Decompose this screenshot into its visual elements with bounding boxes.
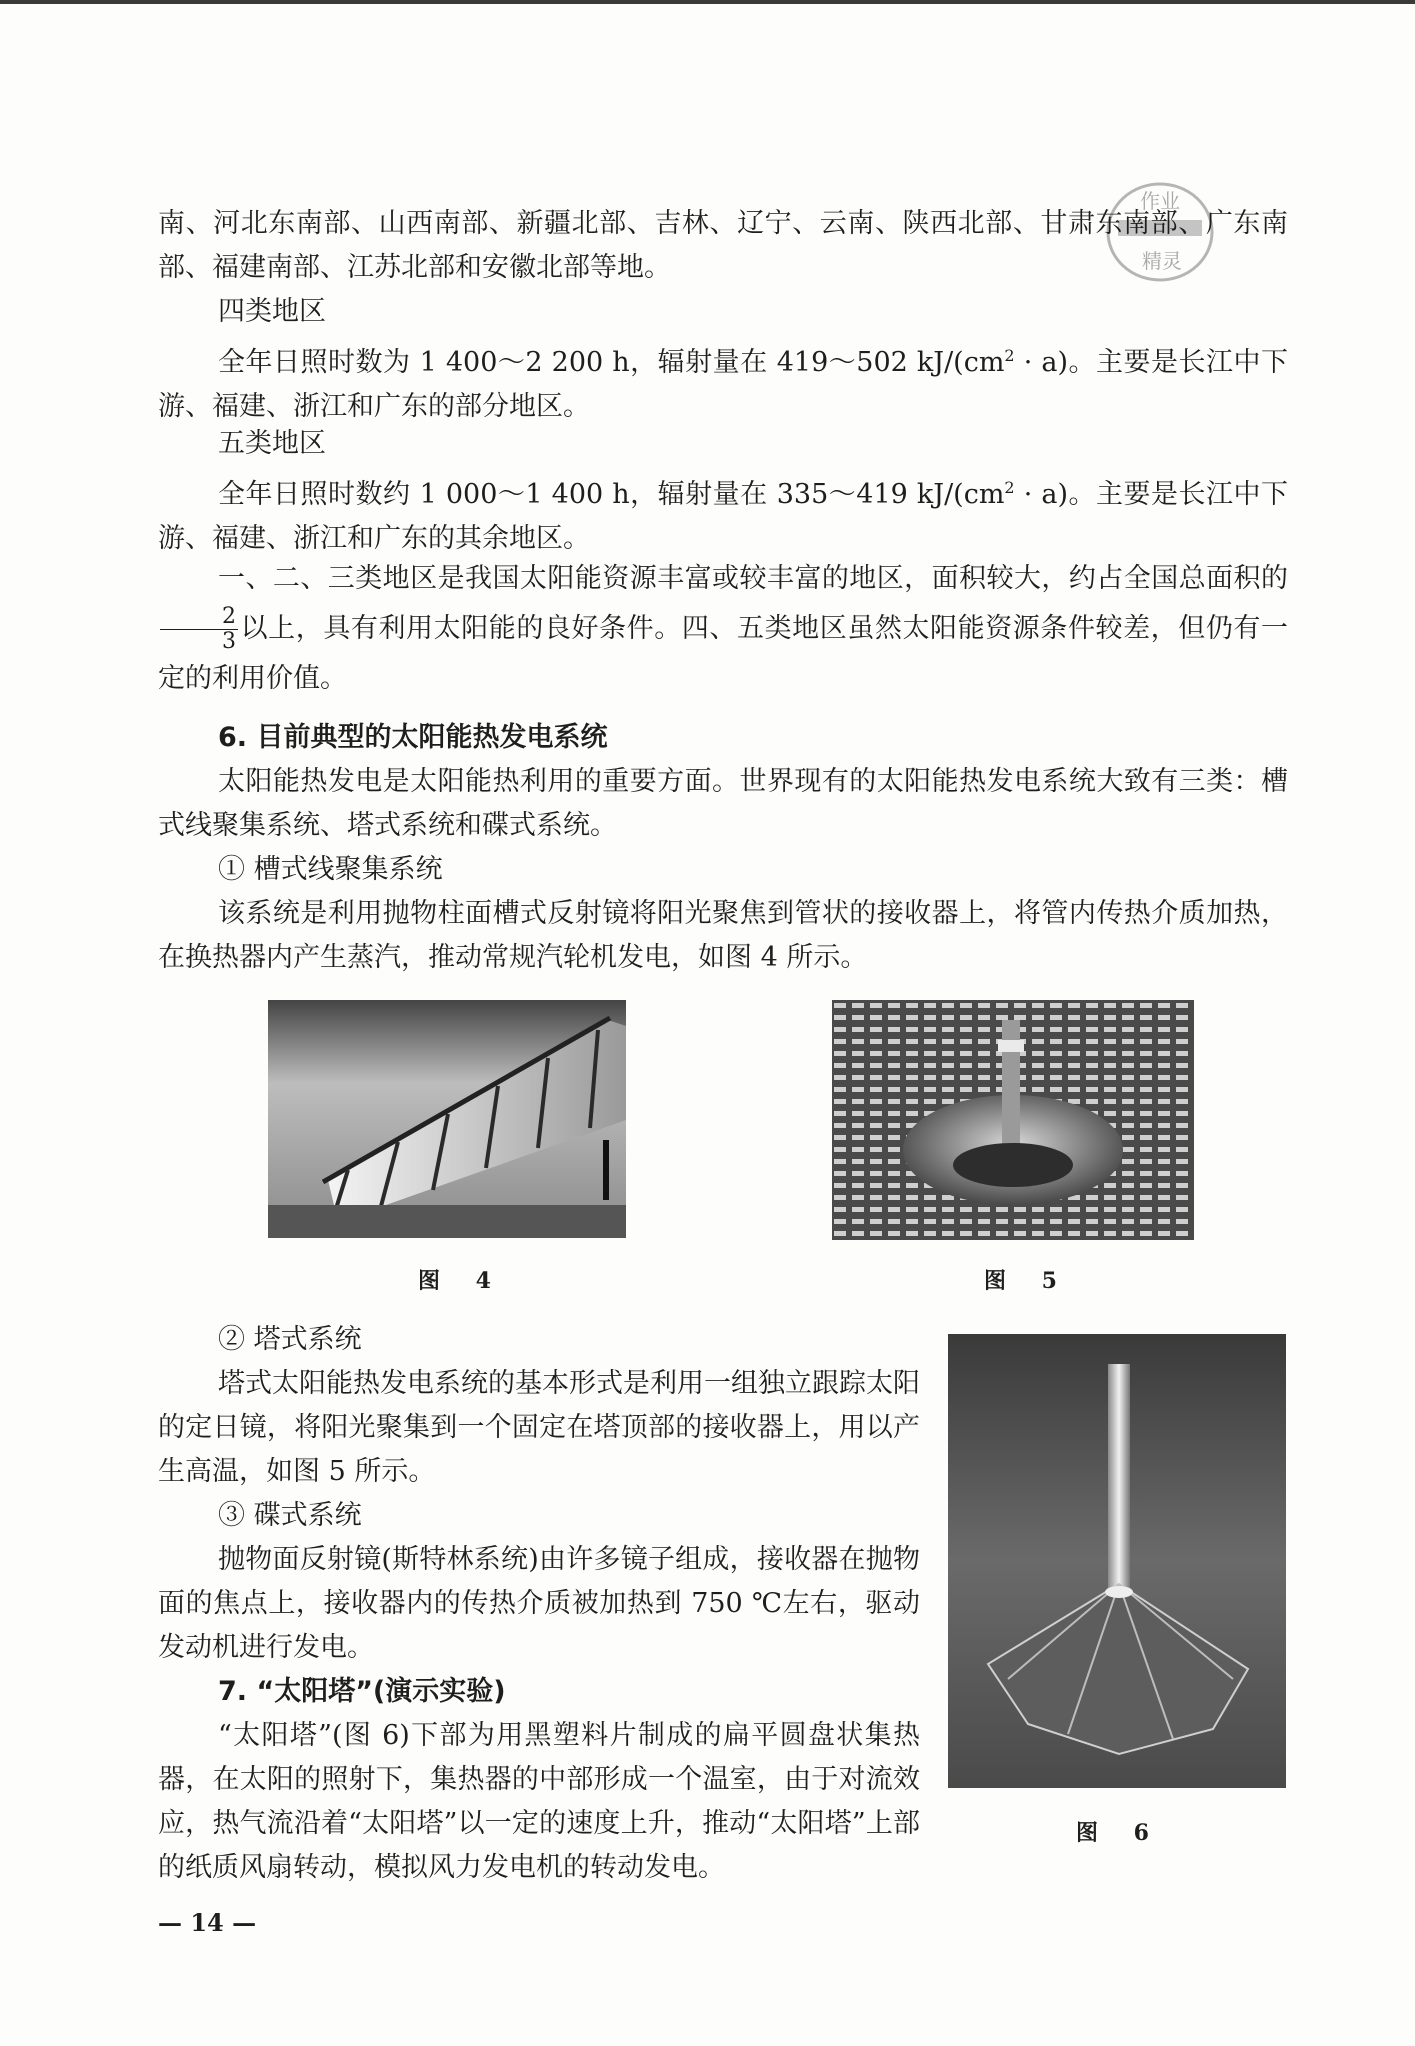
figure-4-trough-photo [268,1000,626,1238]
figure-4-caption: 图 4 [418,1268,505,1294]
stamp-top-text: 作业 [1140,189,1180,213]
heading-category-5: 五类地区 [218,428,326,459]
paragraph-summary [158,554,1288,704]
paragraph-trough: 该系统是利用抛物柱面槽式反射镜将阳光聚焦到管状的接收器上，将管内传热介质加热，在换热器内产生蒸汽，推动常规汽轮机发电，如图 4 所示。 [158,898,1288,973]
subheading-trough: ① 槽式线聚集系统 [218,854,443,885]
paragraph-continued-regions: 南、河北东南部、山西南部、新疆北部、吉林、辽宁、云南、陕西北部、甘肃东南部、广东南部、福建南部、江苏北部和安徽北部等地。 [158,208,1288,283]
paragraph-tower: 塔式太阳能热发电系统的基本形式是利用一组独立跟踪太阳的定日镜，将阳光聚集到一个固定在塔顶部的接收器上，用以产生高温，如图 5 所示。 [158,1368,920,1487]
paragraph-category-5-text: 全年日照时数约 1 000～1 400 h，辐射量在 335～419 kJ/(cm [218,479,1005,510]
paragraph-category-4 [158,334,1288,429]
paragraph-category-4-text: 全年日照时数为 1 400～2 200 h，辐射量在 419～502 kJ/(cm [218,347,1005,378]
figure-6-solar-tower-photo [948,1334,1286,1788]
section-7-title: 7. “太阳塔”(演示实验) [218,1676,506,1707]
paragraph-summary-b: 以上，具有利用太阳能的良好条件。四、五类地区虽然太阳能资源条件较差，但仍有一定的利用价值。 [158,613,1288,694]
figure-5-tower-photo [832,1000,1194,1240]
subheading-dish: ③ 碟式系统 [218,1500,362,1531]
superscript-2: 2 [1004,346,1015,365]
section-6-title: 6. 目前典型的太阳能热发电系统 [218,722,608,753]
figure-6-caption: 图 6 [1076,1820,1163,1846]
page-number: — 14 — [158,1908,257,1937]
paragraph-category-5 [158,466,1288,561]
paragraph-summary-a: 一、二、三类地区是我国太阳能资源丰富或较丰富的地区，面积较大，约占全国总面积的 [218,563,1288,594]
heading-category-4: 四类地区 [218,296,326,327]
paragraph-category-5-tail: · a)。主要是长江中下游、福建、浙江和广东的其余地区。 [158,479,1288,554]
paragraph-dish: 抛物面反射镜(斯特林系统)由许多镜子组成，接收器在抛物面的焦点上，接收器内的传热介质被加热到 750 ℃左右，驱动发动机进行发电。 [158,1544,920,1663]
paragraph-thermal-power: 太阳能热发电是太阳能热利用的重要方面。世界现有的太阳能热发电系统大致有三类：槽式线聚集系统、塔式系统和碟式系统。 [158,766,1288,841]
figure-5-caption: 图 5 [984,1268,1071,1294]
page-top-border [0,0,1415,4]
paragraph-category-4-tail: · a)。主要是长江中下游、福建、浙江和广东的部分地区。 [158,347,1288,422]
paragraph-solar-tower: “太阳塔”(图 6)下部为用黑塑料片制成的扁平圆盘状集热器，在太阳的照射下，集热器的中部形成一个温室，由于对流效应，热气流沿着“太阳塔”以一定的速度上升，推动“太阳塔”上部的纸质风扇转动，模拟风力发电机的转动发电。 [158,1720,920,1883]
fraction-two-thirds [160,605,238,654]
stamp-bottom-text: 精灵 [1142,249,1182,273]
superscript-2: 2 [1004,478,1015,497]
fraction-denominator: 3 [222,629,236,654]
fraction-numerator: 2 [160,605,238,630]
subheading-tower: ② 塔式系统 [218,1324,362,1355]
